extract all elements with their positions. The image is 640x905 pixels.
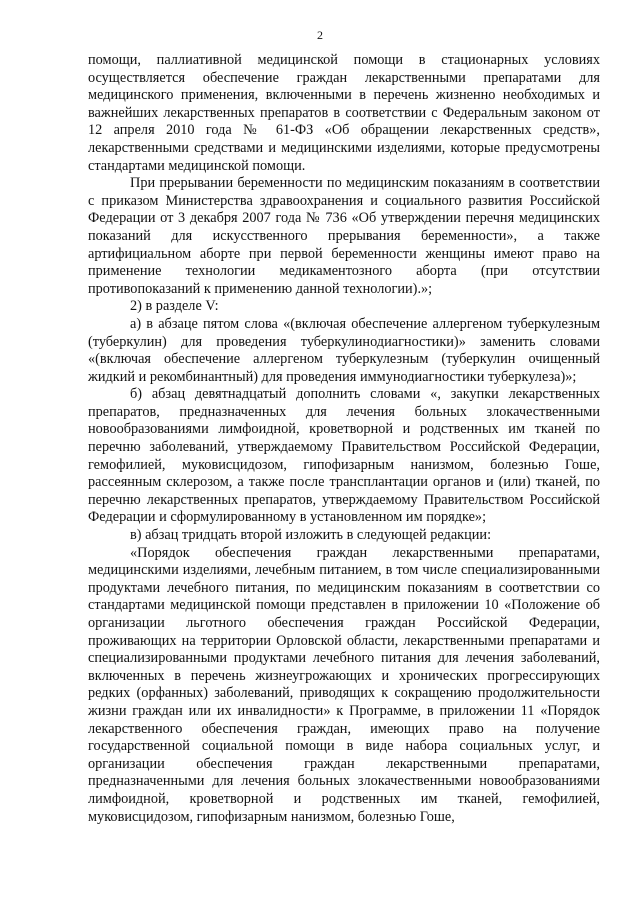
paragraph: в) абзац тридцать второй изложить в следующей редакции: — [130, 527, 492, 544]
paragraph: а) в абзаце пятом слова «(включая обеспечение аллергеном туберкулезным (туберкулин) для проведения туберкулинодиагностики)» заменить словами «(включая обеспечение аллергеном туберкулезным (туберкулин очищенный жидкий и рекомбинантный) для проведения иммунодиагностики туберкулеза)»; — [88, 315, 600, 385]
paragraph: помощи, паллиативной медицинской помощи в стационарных условиях осуществляется обеспечение граждан лекарственными препаратами для медицинского применения, включенными в перечень жизненно необходимых и важнейших лекарственных препаратов в соответствии с Федеральным законом от 12 апреля 2010 года № 61-ФЗ «Об обращении лекарственных средств», лекарственными средствами и медицинскими изделиями, которые предусмотрены стандартами медицинской помощи. — [88, 52, 600, 174]
paragraph: 2) в разделе V: — [130, 298, 219, 315]
paragraph: «Порядок обеспечения граждан лекарственными препаратами, медицинскими изделиями, лечебным питанием, в том числе специализированными продуктами лечебного питания, по медицинским показаниям в соответствии со стандартами медицинской помощи представлен в приложении 10 «Положение об организации льготного обеспечения граждан Российской Федерации, проживающих на территории Орловской области, лекарственными препаратами и специализированными продуктами лечебного питания для лечения заболеваний, включенных в перечень жизнеугрожающих и хронических прогрессирующих редких (орфанных) заболеваний, приводящих к сокращению продолжительности жизни граждан или их инвалидности» к Программе, в приложении 11 «Порядок лекарственного обеспечения граждан, имеющих право на получение государственной социальной помощи в виде набора социальных услуг, и организации обеспечения граждан лекарственными препаратами, предназначенными для лечения больных злокачественными новообразованиями лимфоидной, кроветворной и родственных им тканей, гемофилией, муковисцидозом, гипофизарным нанизмом, болезнью Гоше, — [88, 544, 600, 825]
paragraph: При прерывании беременности по медицинским показаниям в соответствии с приказом Министерства здравоохранения и социального развития Российской Федерации от 3 декабря 2007 года № 736 «Об утверждении перечня медицинских показаний для искусственного прерывания беременности», а также артифициальном аборте при первой беременности женщины имеют право на применение технологии медикаментозного аборта (при отсутствии противопоказаний к применению данной технологии).»; — [88, 175, 600, 297]
page-number: 2 — [317, 28, 323, 42]
paragraph: б) абзац девятнадцатый дополнить словами «, закупки лекарственных препаратов, предназначенных для лечения больных злокачественными новообразованиями лимфоидной, кроветворной и родственных им тканей по перечню заболеваний, утверждаемому Правительством Российской Федерации, гемофилией, муковисцидозом, гипофизарным нанизмом, болезнью Гоше, рассеянным склерозом, а также после трансплантации органов и (или) тканей, по перечню лекарственных препаратов, утверждаемому Правительством Российской Федерации и сформулированному в установленном им порядке»; — [88, 386, 600, 526]
body-text — [88, 52, 600, 826]
